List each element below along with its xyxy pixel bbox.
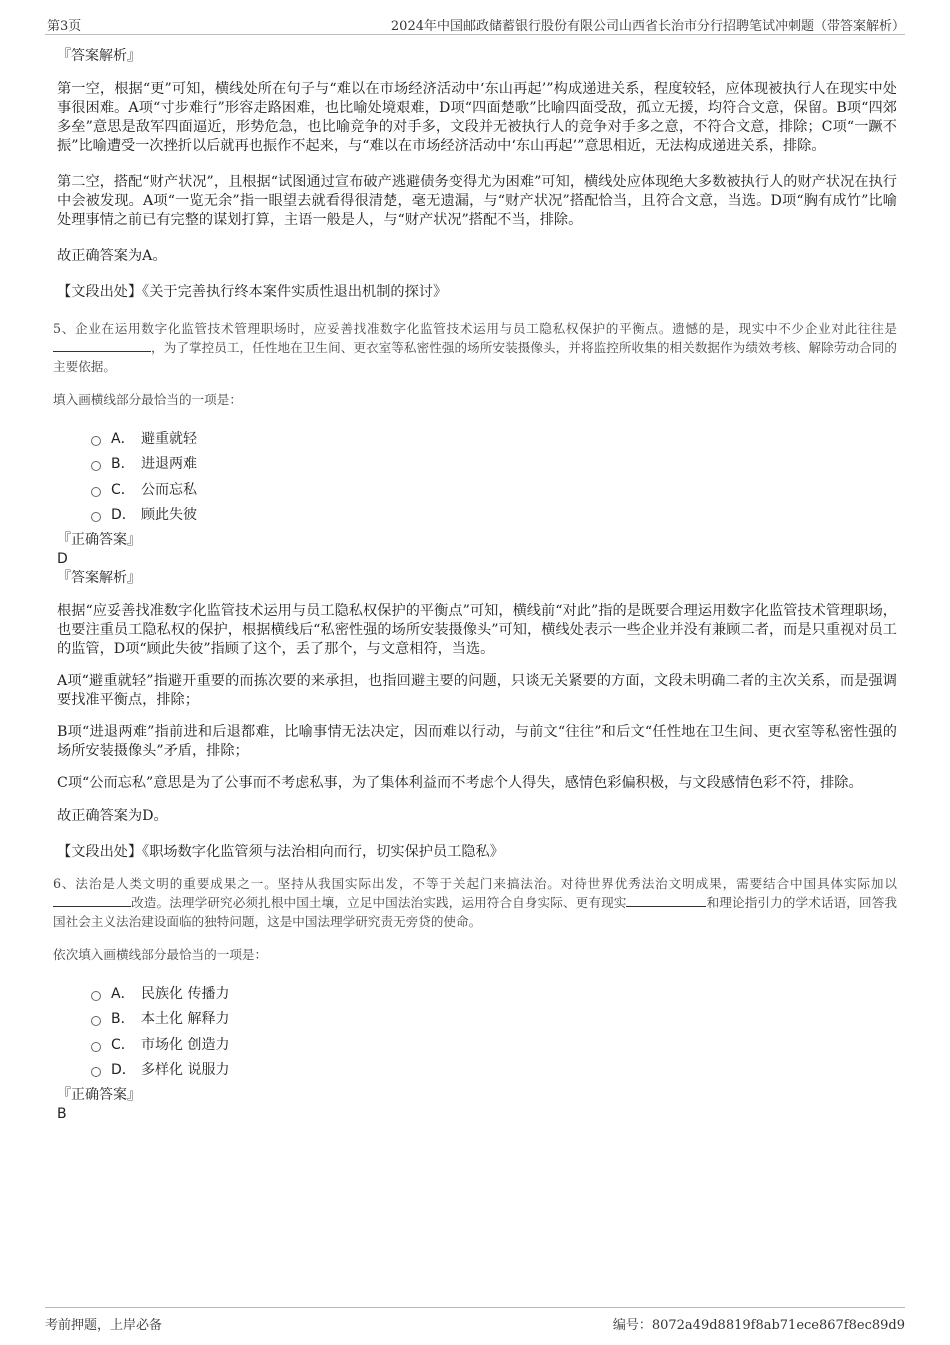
- radio-icon[interactable]: [91, 436, 101, 446]
- document-id: 编号：8072a49d8819f8ab71ece867f8ec89d9: [612, 1318, 905, 1333]
- question-stem: 6、法治是人类文明的重要成果之一。坚持从我国实际出发，不等于关起门来搞法治。对待世界优秀法治文明成果，需要结合中国具体实际加以改造。法理学研究必须扎根中国土壤，立足中国法治实践，运用符合自身实际、更有现实 和理论指引力的学术话语，回答我国社会主义法治建设面临的独特问题，这是中国法理学研究责无旁贷的使命。: [53, 876, 898, 929]
- conclusion-text: 故正确答案为D。: [57, 808, 168, 824]
- radio-icon[interactable]: [91, 1042, 101, 1052]
- page-footer: [45, 1307, 905, 1332]
- radio-icon[interactable]: [91, 512, 101, 522]
- question-stem: 5、企业在运用数字化监管技术管理职场时，应妥善找准数字化监管技术运用与员工隐私权保护的平衡点。遗憾的是，现实中不少企业对此往往是，为了掌控员工，任性地在卫生间、更衣室等私密性强的场所安装摄像头，并将监控所收集的相关数据作为绩效考核、解除劳动合同的主要依据。: [53, 321, 897, 374]
- source-text: 【文段出处】《关于完善执行终本案件实质性退出机制的探讨》: [57, 284, 448, 300]
- correct-answer-label: 『正确答案』: [57, 1087, 141, 1103]
- analysis-paragraph: C项“公而忘私”意思是为了公事而不考虑私事，为了集体利益而不考虑个人得失，感情色彩偏积极，与文段感情色彩不符，排除。: [57, 775, 863, 791]
- option-c[interactable]: C． 市场化 创造力: [53, 1031, 897, 1057]
- analysis-paragraph: B项“进退两难”指前进和后退都难，比喻事情无法决定，因而难以行动，与前文“往往”和后文“任性地在卫生间、更衣室等私密性强的场所安装摄像头”矛盾，排除；: [57, 724, 897, 759]
- answer-analysis-label: 『答案解析』: [57, 48, 141, 64]
- correct-answer-label: 『正确答案』: [57, 532, 141, 548]
- option-list: [53, 425, 897, 527]
- document-title: 2024年中国邮政储蓄银行股份有限公司山西省长治市分行招聘笔试冲刺题（带答案解析）: [390, 19, 905, 34]
- answer-analysis-label: 『答案解析』: [57, 570, 141, 586]
- radio-icon[interactable]: [91, 461, 101, 471]
- option-a[interactable]: A． 避重就轻: [53, 425, 897, 451]
- option-b[interactable]: B． 进退两难: [53, 451, 897, 477]
- question-prompt: 填入画横线部分最恰当的一项是：: [53, 392, 242, 407]
- fill-blank: [53, 341, 151, 352]
- radio-icon[interactable]: [91, 487, 101, 497]
- source-text: 【文段出处】《职场数字化监管须与法治相向而行，切实保护员工隐私》: [57, 844, 504, 860]
- fill-blank: [53, 896, 131, 907]
- analysis-paragraph: A项“避重就轻”指避开重要的而拣次要的来承担，也指回避主要的问题，只谈无关紧要的方面，文段未明确二者的主次关系，而是强调要找准平衡点，排除；: [57, 673, 897, 708]
- fill-blank: [626, 896, 706, 907]
- main-content: [53, 47, 898, 1124]
- question-6: [53, 874, 897, 1082]
- radio-icon[interactable]: [91, 1067, 101, 1077]
- question-prompt: 依次填入画横线部分最恰当的一项是：: [53, 947, 268, 962]
- option-b[interactable]: B． 本土化 解释力: [53, 1006, 897, 1032]
- analysis-paragraph: 根据“应妥善找准数字化监管技术运用与员工隐私权保护的平衡点”可知，横线前“对此”指的是既要合理运用数字化监管技术管理职场，也要注重员工隐私权的保护，根据横线后“私密性强的场所安装摄像头”可知，横线处表示一些企业并没有兼顾二者，而是只重视对员工的监管，D项“顾此失彼”指顾了这个，丢了那个，与文意相符，当选。: [57, 603, 897, 657]
- conclusion-text: 故正确答案为A。: [57, 248, 167, 264]
- radio-icon[interactable]: [91, 1016, 101, 1026]
- option-d[interactable]: D． 多样化 说服力: [53, 1057, 897, 1083]
- option-a[interactable]: A． 民族化 传播力: [53, 980, 897, 1006]
- analysis-paragraph: 第二空，搭配“财产状况”，且根据“试图通过宣布破产逃避债务变得尤为困难”可知，横线处应体现绝大多数被执行人的财产状况在执行中会被发现。A项“一览无余”指一眼望去就看得很清楚，毫无遗漏，与“财产状况”搭配恰当，且符合文意，当选。D项“胸有成竹”比喻处理事情之前已有完整的谋划打算，主语一般是人，与“财产状况”搭配不当，排除。: [57, 174, 897, 228]
- option-c[interactable]: C． 公而忘私: [53, 476, 897, 502]
- option-d[interactable]: D． 顾此失彼: [53, 502, 897, 528]
- footer-slogan: 考前押题，上岸必备: [45, 1318, 163, 1333]
- question-5: [53, 319, 897, 527]
- option-list: [53, 980, 897, 1082]
- correct-answer-value: B: [57, 1106, 67, 1122]
- analysis-paragraph: 第一空，根据“更”可知，横线处所在句子与“难以在市场经济活动中‘东山再起’”构成递进关系，程度较轻，应体现被执行人在现实中处事很困难。A项“寸步难行”形容走路困难，也比喻处境艰难，D项“四面楚歌”比喻四面受敌，孤立无援，均符合文意，保留。B项“四郊多垒”意思是敌军四面逼近，形势危急，也比喻竞争的对手多，文段并无被执行人的竞争对手多之意，不符合文意，排除；C项“一蹶不振”比喻遭受一次挫折以后就再也振作不起来，与“难以在市场经济活动中‘东山再起’”意思相近，无法构成递进关系，排除。: [57, 81, 897, 154]
- correct-answer-value: D: [57, 551, 68, 567]
- page-header: [45, 14, 905, 35]
- radio-icon[interactable]: [91, 991, 101, 1001]
- page-number: 第3页: [47, 19, 82, 34]
